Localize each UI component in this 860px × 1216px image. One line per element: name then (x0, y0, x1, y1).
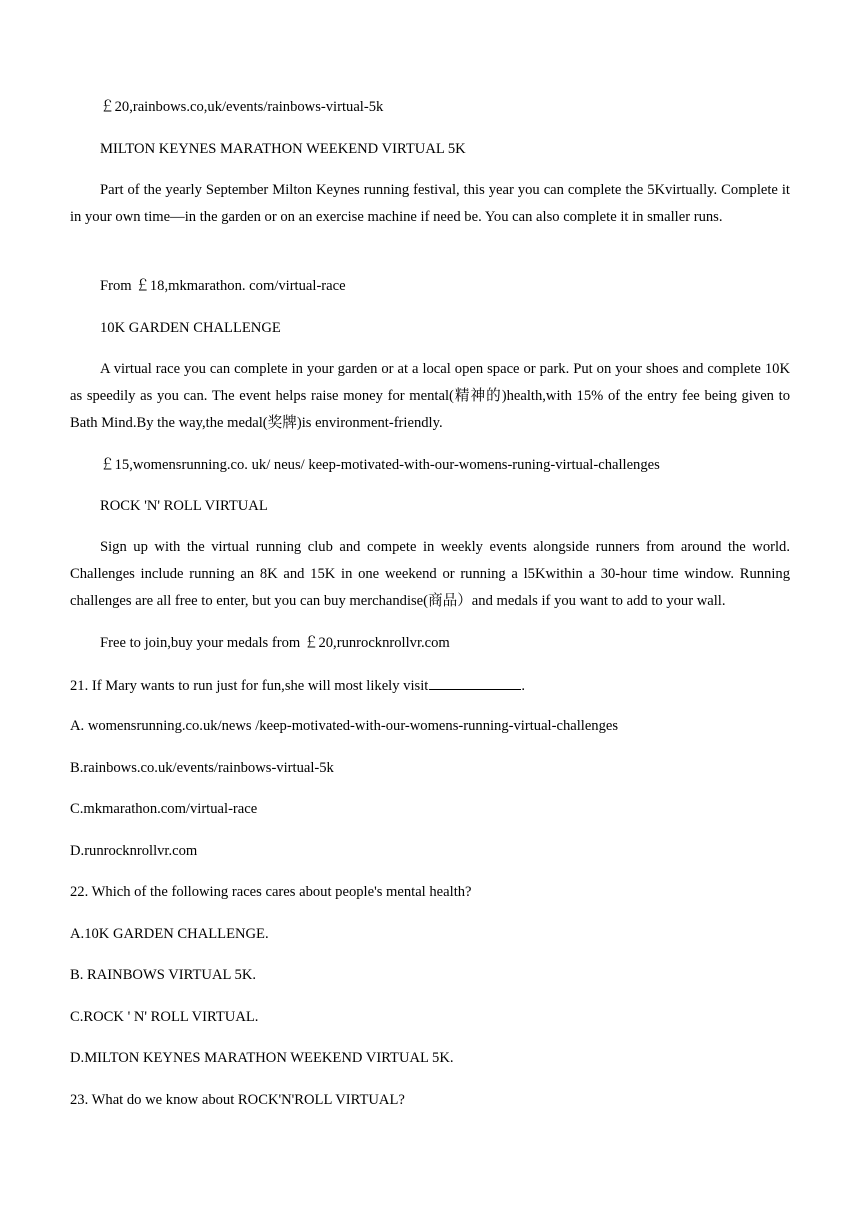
garden-title: 10K GARDEN CHALLENGE (100, 320, 281, 336)
answer-blank (429, 675, 521, 690)
question-23-stem: 23. What do we know about ROCK'N'ROLL VIRTUAL? (70, 1092, 405, 1108)
question-21-end: . (521, 678, 525, 694)
question-21-option-a: A. womensrunning.co.uk/news /keep-motivated-with-our-womens-running-virtual-challenges (70, 718, 619, 734)
question-21-text: 21. If Mary wants to run just for fun,she will most likely visit (70, 678, 429, 694)
rock-price-link: Free to join,buy your medals from ￡20,runrocknrollvr.com (100, 635, 450, 651)
question-22-option-d: D.MILTON KEYNES MARATHON WEEKEND VIRTUAL 5K. (70, 1050, 454, 1066)
question-22-option-c: C.ROCK ' N' ROLL VIRTUAL. (70, 1009, 259, 1025)
rock-description: Sign up with the virtual running club and compete in weekly events alongside runners from around the world. Challenges include running an 8K and 15K in one weekend or running a l5Kwithin a 30-hour time window. Running challenges are all free to enter, but you can buy merchandise(商品）and medals if you want to add to your wall. (70, 539, 790, 609)
question-22-stem: 22. Which of the following races cares about people's mental health? (70, 884, 472, 900)
question-22-option-a: A.10K GARDEN CHALLENGE. (70, 926, 269, 942)
question-21-option-c: C.mkmarathon.com/virtual-race (70, 801, 258, 817)
question-21-option-b: B.rainbows.co.uk/events/rainbows-virtual-5k (70, 760, 334, 776)
milton-price-link: From ￡18,mkmarathon. com/virtual-race (100, 278, 346, 294)
garden-price-link: ￡15,womensrunning.co. uk/ neus/ keep-motivated-with-our-womens-runing-virtual-challenges (100, 457, 660, 473)
question-21-stem (70, 675, 790, 696)
question-22-option-b: B. RAINBOWS VIRTUAL 5K. (70, 967, 257, 983)
question-21-option-d: D.runrocknrollvr.com (70, 843, 198, 859)
garden-description: A virtual race you can complete in your garden or at a local open space or park. Put on your shoes and complete 10K as speedily as you can. The event helps raise money for mental(精神的)health,with 15% of the entry fee being given to Bath Mind.By the way,the medal(奖牌)is environment-friendly. (70, 361, 790, 431)
rainbows-price-link: ￡20,rainbows.co,uk/events/rainbows-virtual-5k (100, 99, 384, 115)
milton-title: MILTON KEYNES MARATHON WEEKEND VIRTUAL 5K (100, 141, 466, 157)
milton-description: Part of the yearly September Milton Keynes running festival, this year you can complete the 5Kvirtually. Complete it in your own time—in the garden or on an exercise machine if need be. You can also complete it in smaller runs. (70, 182, 790, 225)
rock-title: ROCK 'N' ROLL VIRTUAL (100, 498, 268, 514)
